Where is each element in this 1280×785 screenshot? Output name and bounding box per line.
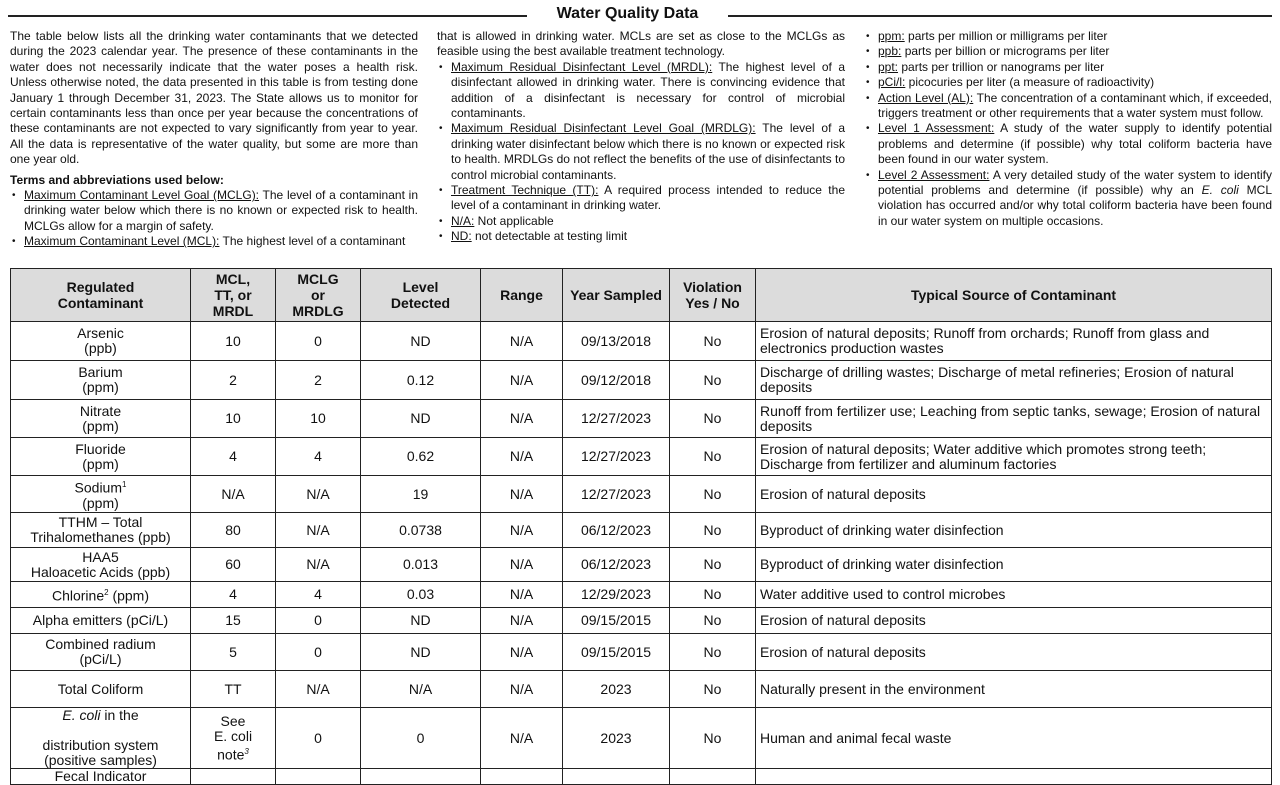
mcl-line: note — [217, 746, 245, 763]
year-sampled-cell: 06/12/2023 — [563, 548, 670, 582]
mcl-cell: 15 — [191, 608, 276, 634]
year-sampled-cell: 12/29/2023 — [563, 582, 670, 608]
column-header-line: MRDLG — [292, 303, 344, 319]
footnote-marker: 3 — [244, 746, 249, 756]
contaminant-name-line: (ppb) — [84, 340, 117, 356]
term-name: Treatment Technique (TT): — [451, 183, 599, 198]
contaminant-name-line: (ppm) — [82, 417, 119, 434]
table-row — [11, 400, 1272, 438]
term-definition: MCL violation has occurred and/or why total coliform bacteria have been found in our water system on multiple occasions. — [878, 183, 1272, 228]
level-detected-cell: 0 — [361, 708, 481, 769]
term-item — [864, 75, 1272, 90]
mclg-cell: N/A — [276, 671, 361, 708]
column-header — [563, 269, 670, 322]
term-definition: not detectable at testing limit — [471, 229, 628, 244]
mclg-cell: 0 — [276, 634, 361, 671]
column-header — [756, 269, 1272, 322]
violation-cell: No — [670, 548, 756, 582]
footnote-marker: 1 — [122, 480, 127, 490]
contaminant-name-line: Trihalomethanes (ppb) — [30, 529, 171, 545]
contaminant-name-line: (ppm) — [82, 494, 119, 511]
mclg-cell — [276, 769, 361, 785]
violation-cell: No — [670, 513, 756, 548]
column-3 — [864, 29, 1272, 229]
column-2 — [437, 29, 845, 245]
term-name: ND: — [451, 229, 472, 244]
term-name: Maximum Contaminant Level (MCL): — [24, 234, 220, 249]
term-name: Action Level (AL): — [878, 90, 974, 105]
mcl-cell — [191, 769, 276, 785]
contaminant-name-cell — [11, 400, 191, 438]
table-row — [11, 634, 1272, 671]
contaminant-name-cell — [11, 476, 191, 513]
column-header — [361, 269, 481, 322]
level-detected-cell: 0.62 — [361, 438, 481, 476]
year-sampled-cell: 09/15/2015 — [563, 634, 670, 671]
column-header-line: MCLG — [297, 271, 339, 287]
term-name: Maximum Residual Disinfectant Level Goal (MRDLG): — [451, 121, 756, 136]
typical-source-cell: Erosion of natural deposits; Water additive which promotes strong teeth; Discharge from fertilizer and aluminum factories — [756, 438, 1272, 476]
mclg-cell: 2 — [276, 361, 361, 400]
mclg-cell: 4 — [276, 582, 361, 608]
mcl-continuation: that is allowed in drinking water. MCLs are set as close to the MCLGs as feasible using the best available treatment technology. — [437, 29, 845, 59]
range-cell: N/A — [481, 400, 563, 438]
mclg-cell: N/A — [276, 476, 361, 513]
contaminant-name-line: Fecal Indicator — [54, 768, 147, 784]
violation-cell: No — [670, 438, 756, 476]
term-name: Maximum Residual Disinfectant Level (MRDL): — [451, 59, 713, 74]
contaminant-name-cell — [11, 513, 191, 548]
mcl-cell: 60 — [191, 548, 276, 582]
year-sampled-cell: 2023 — [563, 708, 670, 769]
column-header-line: Level — [402, 279, 439, 295]
mclg-cell: 4 — [276, 438, 361, 476]
term-definition: parts per billion or micrograms per liter — [901, 44, 1110, 59]
table-header-row — [11, 269, 1272, 322]
range-cell: N/A — [481, 476, 563, 513]
range-cell: N/A — [481, 513, 563, 548]
violation-cell: No — [670, 361, 756, 400]
title-rule-right — [728, 15, 1272, 17]
typical-source-cell: Erosion of natural deposits — [756, 634, 1272, 671]
level-detected-cell: ND — [361, 608, 481, 634]
table-row — [11, 671, 1272, 708]
column-header — [481, 269, 563, 322]
typical-source-cell: Discharge of drilling wastes; Discharge of metal refineries; Erosion of natural deposits — [756, 361, 1272, 400]
year-sampled-cell: 09/13/2018 — [563, 322, 670, 361]
range-cell — [481, 769, 563, 785]
mclg-cell: 10 — [276, 400, 361, 438]
term-definition: The concentration of a contaminant which, if exceeded, triggers treatment or other requirements that a water system must follow. — [878, 90, 1272, 121]
contaminant-name-cell — [11, 769, 191, 785]
term-definition: A study of the water supply to identify potential problems and determine (if possible) why total coliform bacteria have been found in our water system. — [878, 121, 1272, 167]
typical-source-cell: Byproduct of drinking water disinfection — [756, 548, 1272, 582]
range-cell: N/A — [481, 634, 563, 671]
table-row — [11, 438, 1272, 476]
table-row — [11, 582, 1272, 608]
column-header-line: TT, or — [214, 287, 252, 303]
table-row — [11, 361, 1272, 400]
column-header-line: Range — [500, 287, 543, 303]
mcl-cell: 5 — [191, 634, 276, 671]
level-detected-cell: ND — [361, 322, 481, 361]
contaminant-name-line: TTHM – Total — [58, 514, 143, 530]
mclg-cell: 0 — [276, 708, 361, 769]
column-header — [670, 269, 756, 322]
footnote-marker: 2 — [104, 588, 109, 598]
violation-cell: No — [670, 634, 756, 671]
column-header — [11, 269, 191, 322]
term-item — [437, 229, 845, 244]
level-detected-cell: ND — [361, 400, 481, 438]
table-body — [11, 322, 1272, 785]
term-name: Maximum Contaminant Level Goal (MCLG): — [24, 188, 260, 203]
mcl-cell: 80 — [191, 513, 276, 548]
term-name: ppm: — [878, 29, 905, 43]
typical-source-cell: Naturally present in the environment — [756, 671, 1272, 708]
term-definition: The highest level of a contaminant — [219, 234, 406, 249]
term-definition: A required process intended to reduce the level of a contaminant in drinking water. — [451, 183, 845, 213]
water-quality-table — [10, 268, 1272, 785]
term-item — [437, 183, 845, 214]
contaminant-name-line: (ppm) — [108, 587, 150, 604]
violation-cell — [670, 769, 756, 785]
contaminant-name-cell — [11, 548, 191, 582]
contaminant-name-line: (pCi/L) — [79, 651, 122, 667]
range-cell: N/A — [481, 438, 563, 476]
contaminant-name-cell — [11, 708, 191, 769]
term-definition: Not applicable — [474, 213, 554, 228]
contaminant-name-cell — [11, 438, 191, 476]
mcl-line: E. coli — [213, 727, 253, 744]
typical-source-cell: Water additive used to control microbes — [756, 582, 1272, 608]
range-cell: N/A — [481, 671, 563, 708]
range-cell: N/A — [481, 322, 563, 361]
violation-cell: No — [670, 476, 756, 513]
contaminant-name-line: Combined radium — [45, 636, 156, 652]
column-header-line: Year Sampled — [570, 287, 662, 303]
mclg-cell: N/A — [276, 513, 361, 548]
term-name: N/A: — [451, 213, 475, 228]
contaminant-name-line: Total Coliform — [57, 680, 144, 697]
typical-source-cell: Byproduct of drinking water disinfection — [756, 513, 1272, 548]
year-sampled-cell: 12/27/2023 — [563, 438, 670, 476]
year-sampled-cell: 09/15/2015 — [563, 608, 670, 634]
contaminant-name-cell — [11, 361, 191, 400]
column-header-line: Detected — [390, 295, 451, 311]
term-item — [864, 168, 1272, 230]
term-definition: The level of a contaminant in drinking water below which there is no known or expected risk to health. MCLGs allow for a margin of safety. — [24, 188, 418, 233]
mclg-cell: N/A — [276, 548, 361, 582]
terms-heading: Terms and abbreviations used below: — [10, 172, 224, 187]
term-item — [10, 188, 418, 234]
typical-source-cell: Erosion of natural deposits; Runoff from orchards; Runoff from glass and electronics production wastes — [756, 322, 1272, 361]
contaminant-name-line: Fluoride — [75, 440, 126, 457]
column-header — [276, 269, 361, 322]
violation-cell: No — [670, 400, 756, 438]
violation-cell: No — [670, 671, 756, 708]
term-item — [864, 91, 1272, 122]
term-name: ppb: — [878, 44, 902, 59]
column-header-line: Yes / No — [685, 295, 740, 311]
term-item — [437, 214, 845, 229]
terms-list-1 — [10, 188, 418, 250]
level-detected-cell: 0.03 — [361, 582, 481, 608]
contaminant-name-cell — [11, 582, 191, 608]
year-sampled-cell: 12/27/2023 — [563, 400, 670, 438]
intro-paragraph: The table below lists all the drinking water contaminants that we detected during the 2023 calendar year. The presence of these contaminants in the water does not necessarily indicate that the water poses a health risk. Unless otherwise noted, the data presented in this table is from testing done January 1 through December 31, 2023. The State allows us to monitor for certain contaminants less than once per year because the concentrations of these contaminants are not expected to vary significantly from year to year. All the data is representative of the water quality, but some are more than one year old. — [10, 29, 418, 167]
term-definition-italic: E. coli — [1201, 183, 1239, 198]
range-cell: N/A — [481, 548, 563, 582]
table-row — [11, 769, 1272, 785]
level-detected-cell: 0.013 — [361, 548, 481, 582]
column-header-line: MCL, — [215, 271, 251, 287]
title-rule-left — [8, 15, 527, 17]
mcl-cell: 4 — [191, 582, 276, 608]
contaminant-name-line: Arsenic — [77, 325, 124, 341]
mcl-line: See — [220, 712, 246, 729]
contaminant-name-line: in the — [100, 707, 139, 723]
term-name: Level 2 Assessment: — [878, 167, 990, 182]
level-detected-cell: 0.12 — [361, 361, 481, 400]
term-item — [864, 44, 1272, 59]
term-definition: parts per million or milligrams per liter — [904, 29, 1108, 43]
contaminant-name-line: HAA5 — [82, 548, 119, 565]
level-detected-cell — [361, 769, 481, 785]
term-name: Level 1 Assessment: — [878, 121, 995, 136]
column-header-line: Violation — [683, 279, 742, 295]
typical-source-cell: Human and animal fecal waste — [756, 708, 1272, 769]
term-name: ppt: — [878, 59, 899, 74]
level-detected-cell: 0.0738 — [361, 513, 481, 548]
violation-cell: No — [670, 608, 756, 634]
term-name: pCi/l: — [878, 75, 906, 90]
contaminant-name-line: Barium — [78, 364, 123, 380]
contaminant-name-line: (ppm) — [82, 455, 119, 472]
mcl-cell: 10 — [191, 322, 276, 361]
term-item — [864, 29, 1272, 44]
contaminant-name-line: Sodium — [74, 479, 122, 496]
violation-cell: No — [670, 708, 756, 769]
terms-list-3 — [864, 29, 1272, 229]
year-sampled-cell: 06/12/2023 — [563, 513, 670, 548]
column-header-line: or — [311, 287, 325, 303]
term-item — [437, 121, 845, 183]
typical-source-cell: Erosion of natural deposits — [756, 476, 1272, 513]
range-cell: N/A — [481, 582, 563, 608]
table-row — [11, 708, 1272, 769]
table-row — [11, 513, 1272, 548]
page-title: Water Quality Data — [556, 5, 699, 22]
contaminant-name-italic: E. coli — [62, 707, 101, 723]
term-item — [437, 60, 845, 122]
term-definition: A very detailed study of the water system to identify potential problems and determine (if possible) why an — [878, 167, 1272, 198]
terms-list-2 — [437, 60, 845, 245]
year-sampled-cell: 09/12/2018 — [563, 361, 670, 400]
column-header-line: Contaminant — [57, 295, 144, 311]
column-header-line: MRDL — [212, 303, 254, 319]
contaminant-name-line: Nitrate — [79, 402, 122, 419]
table-row — [11, 322, 1272, 361]
year-sampled-cell — [563, 769, 670, 785]
contaminant-name-cell — [11, 634, 191, 671]
title-row — [0, 4, 1280, 26]
contaminant-name-cell — [11, 671, 191, 708]
contaminant-name-line: distribution system — [42, 737, 159, 753]
term-definition: The level of a drinking water disinfectant below which there is no known or expected risk to health. MRDLGs do not reflect the benefits of the use of disinfectants to control microbial contaminants. — [451, 121, 845, 182]
contaminant-name-line: Chlorine — [51, 587, 105, 604]
column-header-line: Typical Source of Contaminant — [910, 287, 1117, 303]
mcl-cell — [191, 708, 276, 769]
range-cell: N/A — [481, 361, 563, 400]
year-sampled-cell: 12/27/2023 — [563, 476, 670, 513]
term-definition: parts per trillion or nanograms per liter — [898, 59, 1105, 74]
contaminant-name-line: Haloacetic Acids (ppb) — [30, 563, 171, 580]
violation-cell: No — [670, 322, 756, 361]
term-definition: picocuries per liter (a measure of radioactivity) — [905, 75, 1155, 90]
mcl-cell: TT — [191, 671, 276, 708]
term-item — [864, 121, 1272, 167]
level-detected-cell: N/A — [361, 671, 481, 708]
mcl-cell: N/A — [191, 476, 276, 513]
level-detected-cell: ND — [361, 634, 481, 671]
term-item — [10, 234, 418, 249]
column-header-line: Regulated — [66, 279, 135, 295]
mcl-cell: 2 — [191, 361, 276, 400]
table-row — [11, 608, 1272, 634]
contaminant-name-cell — [11, 608, 191, 634]
typical-source-cell — [756, 769, 1272, 785]
violation-cell: No — [670, 582, 756, 608]
mcl-cell: 10 — [191, 400, 276, 438]
mcl-cell: 4 — [191, 438, 276, 476]
table-row — [11, 476, 1272, 513]
term-item — [864, 60, 1272, 75]
contaminant-name-line: (positive samples) — [44, 752, 157, 768]
term-definition: The highest level of a disinfectant allowed in drinking water. There is convincing evidence that addition of a disinfectant is necessary for control of microbial contaminants. — [451, 59, 845, 121]
column-1 — [10, 29, 418, 250]
contaminant-name-cell — [11, 322, 191, 361]
mclg-cell: 0 — [276, 608, 361, 634]
mclg-cell: 0 — [276, 322, 361, 361]
table-row — [11, 548, 1272, 582]
typical-source-cell: Erosion of natural deposits — [756, 608, 1272, 634]
range-cell: N/A — [481, 608, 563, 634]
contaminant-name-line: Alpha emitters (pCi/L) — [32, 612, 169, 628]
column-header — [191, 269, 276, 322]
range-cell: N/A — [481, 708, 563, 769]
year-sampled-cell: 2023 — [563, 671, 670, 708]
level-detected-cell: 19 — [361, 476, 481, 513]
contaminant-name-line: (ppm) — [82, 379, 119, 395]
typical-source-cell: Runoff from fertilizer use; Leaching from septic tanks, sewage; Erosion of natural deposits — [756, 400, 1272, 438]
